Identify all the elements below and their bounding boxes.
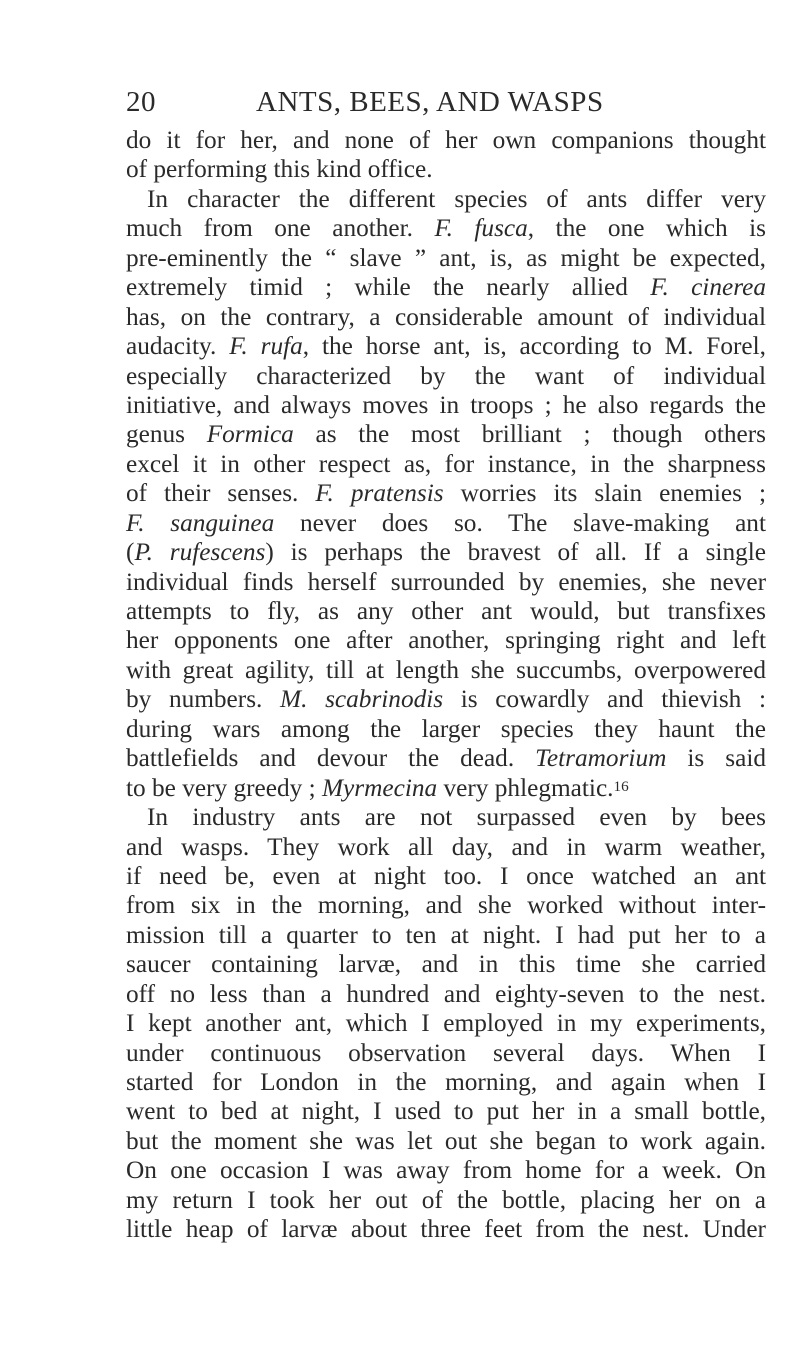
text-run: never does so. The slave-making ant xyxy=(274,508,766,537)
text-run: battlefields and devour the dead. xyxy=(126,744,536,773)
species-name: Myrmecina xyxy=(321,773,438,802)
text-line xyxy=(126,1039,766,1068)
text-run: during wars among the larger species they haunt the xyxy=(126,714,766,743)
text-line xyxy=(126,450,766,479)
text-line xyxy=(126,362,766,391)
text-run: In character the different species of ants differ very xyxy=(147,184,766,213)
text-line xyxy=(126,891,766,920)
species-name: F. pratensis xyxy=(315,479,444,508)
text-run: my return I took her out of the bottle, placing her on a xyxy=(126,1185,766,1214)
text-run: by numbers. xyxy=(126,685,281,714)
text-line xyxy=(126,1068,766,1097)
text-line xyxy=(126,1127,766,1156)
text-line xyxy=(126,862,766,891)
text-line xyxy=(126,921,766,950)
text-run: little heap of larvæ about three feet from the nest. Under xyxy=(126,1215,766,1244)
species-name: P. rufescens xyxy=(134,538,266,567)
species-name: M. scabrinodis xyxy=(280,685,444,714)
text-run: from six in the morning, and she worked without inter- xyxy=(126,891,766,920)
text-line xyxy=(126,509,766,538)
text-run: started for London in the morning, and again when I xyxy=(126,1068,766,1096)
text-run: In industry ants are not surpassed even by bees xyxy=(147,803,766,832)
text-line xyxy=(126,685,766,714)
text-run: , the horse ant, is, according to M. Forel, xyxy=(302,332,766,361)
text-run: initiative, and always moves in troops ; he also regards the xyxy=(126,390,766,419)
species-name: F. rufa xyxy=(229,332,303,361)
text-line xyxy=(126,1009,766,1038)
text-run: with great agility, till at length she succumbs, overpowered xyxy=(126,655,766,684)
text-line xyxy=(126,479,766,508)
text-run: but the moment she was let out she began to work again. xyxy=(126,1126,766,1155)
species-name: F. fusca xyxy=(434,214,528,243)
text-line xyxy=(126,980,766,1009)
text-line xyxy=(126,715,766,744)
text-run: much from one another. xyxy=(126,214,435,243)
running-title: ANTS, BEES, AND WASPS xyxy=(256,86,604,118)
text-line xyxy=(126,744,766,773)
text-line xyxy=(126,538,766,567)
body-text xyxy=(126,126,766,1245)
text-run: pre-eminently the “ slave ” ant, is, as might be expected, xyxy=(126,243,766,272)
species-name: Formica xyxy=(206,420,294,449)
text-run: I kept another ant, which I employed in my experiments, xyxy=(126,1009,766,1038)
text-run: under continuous observation several days. When I xyxy=(126,1038,766,1067)
species-name: Tetramorium xyxy=(535,744,667,773)
text-line xyxy=(126,1156,766,1185)
text-run: her opponents one after another, springing right and left xyxy=(126,626,766,655)
footnote-marker: 16 xyxy=(613,777,629,795)
running-head xyxy=(126,86,766,126)
text-line xyxy=(126,244,766,273)
text-run: worries its slain enemies ; xyxy=(443,479,766,508)
text-line xyxy=(126,303,766,332)
text-line xyxy=(126,774,766,803)
text-line xyxy=(126,185,766,214)
text-run: very phlegmatic. xyxy=(437,773,614,802)
text-line xyxy=(126,568,766,597)
text-run: of their senses. xyxy=(126,479,316,508)
text-line xyxy=(126,391,766,420)
species-name: F. sanguinea xyxy=(126,508,275,537)
text-run: excel it in other respect as, for instance, in the sharpness xyxy=(126,449,766,478)
text-line xyxy=(126,420,766,449)
text-line xyxy=(126,155,766,184)
text-run: audacity. xyxy=(126,332,230,361)
text-line xyxy=(126,332,766,361)
text-run: On one occasion I was away from home for a week. On xyxy=(126,1156,766,1185)
text-run: and wasps. They work all day, and in warm weather, xyxy=(126,832,766,861)
text-run: ( xyxy=(126,538,135,567)
text-run: is said xyxy=(666,744,767,773)
text-run: , the one which is xyxy=(527,214,766,243)
text-run: went to bed at night, I used to put her in a small bottle, xyxy=(126,1097,766,1126)
text-run: individual finds herself surrounded by enemies, she never xyxy=(126,567,766,596)
text-run: mission till a quarter to ten at night. I had put her to a xyxy=(126,920,766,949)
text-line xyxy=(126,833,766,862)
text-line xyxy=(126,656,766,685)
text-run: has, on the contrary, a considerable amount of individual xyxy=(126,302,766,331)
text-line xyxy=(126,803,766,832)
text-line xyxy=(126,950,766,979)
text-run: to be very greedy ; xyxy=(126,773,322,802)
text-run: is cowardly and thievish : xyxy=(443,685,766,714)
text-run: attempts to fly, as any other ant would, but transfixes xyxy=(126,597,766,625)
text-run: of performing this kind office. xyxy=(126,155,433,184)
text-run: ) is perhaps the bravest of all. If a single xyxy=(265,538,766,567)
text-run: if need be, even at night too. I once watched an ant xyxy=(126,861,766,890)
text-run: saucer containing larvæ, and in this time she carried xyxy=(126,950,766,979)
text-run: do it for her, and none of her own companions thought xyxy=(126,126,766,154)
text-run: especially characterized by the want of individual xyxy=(126,361,766,390)
text-line xyxy=(126,1215,766,1244)
text-line xyxy=(126,273,766,302)
page-number: 20 xyxy=(126,86,156,118)
text-line xyxy=(126,597,766,626)
text-line xyxy=(126,1097,766,1126)
text-line xyxy=(126,126,766,155)
text-line xyxy=(126,626,766,655)
text-run: extremely timid ; while the nearly allied xyxy=(126,273,651,302)
species-name: F. cinerea xyxy=(650,273,766,302)
text-run: off no less than a hundred and eighty-seven to the nest. xyxy=(126,979,766,1008)
text-line xyxy=(126,214,766,243)
text-line xyxy=(126,1186,766,1215)
text-run: genus xyxy=(126,420,207,449)
text-run: as the most brilliant ; though others xyxy=(293,420,766,449)
